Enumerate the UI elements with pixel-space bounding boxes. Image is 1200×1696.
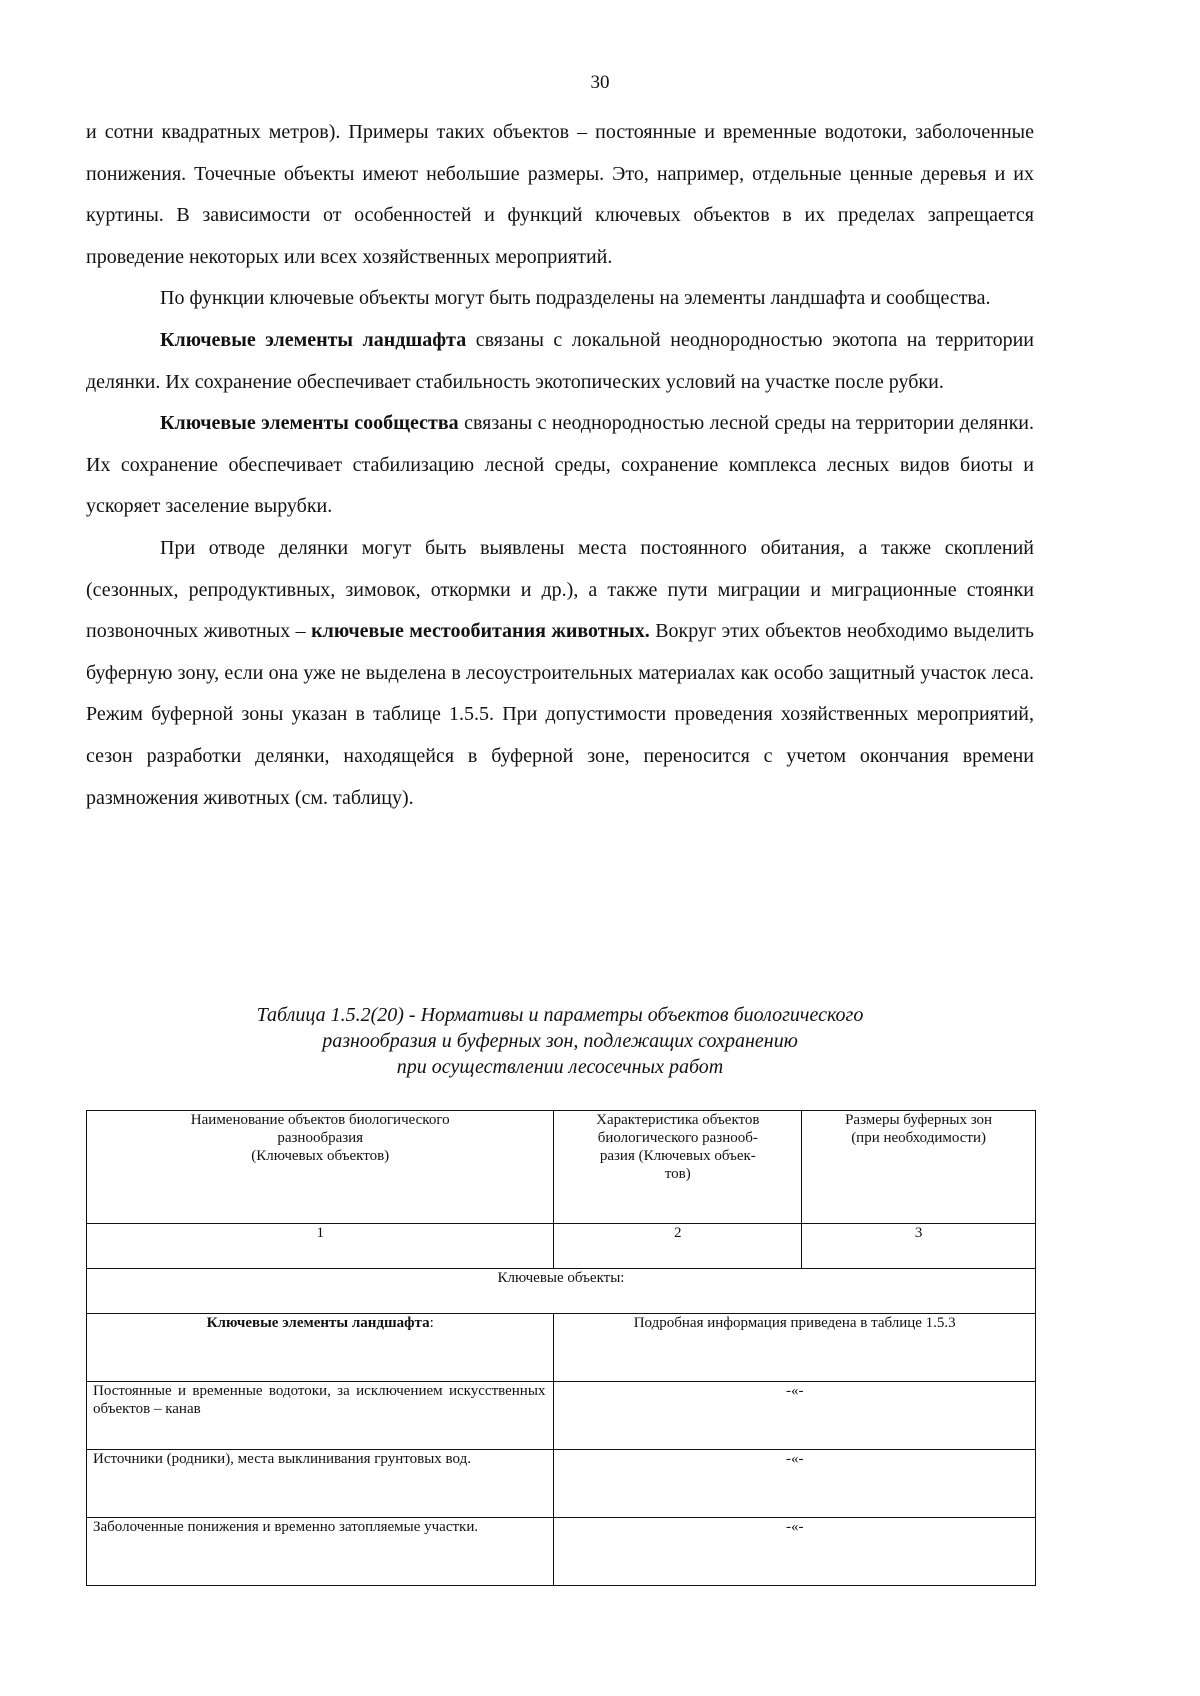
table-caption-line: разнообразия и буферных зон, подлежащих сохранению <box>322 1030 798 1052</box>
paragraph-text: связаны с неоднородностью лесной среды на территории делянки. Их сохранение обеспечивает стабилизацию лесной среды, сохранение комплекса лесных видов биоты и ускоряет заселение вырубки. <box>86 412 1035 518</box>
group-info: Подробная информация приведена в таблице 1.5.3 <box>554 1314 1036 1382</box>
paragraph <box>86 112 1034 278</box>
paragraph-text: При отводе делянки могут быть выявлены места постоянного обитания, а также скоплений (сезонных, репродуктивных, зимовок, откормки и др.), а также пути миграции и миграционные стоянки позвоночных животных – <box>86 536 1034 643</box>
body-text <box>86 112 1034 819</box>
table-row <box>87 1518 1036 1586</box>
section-row <box>87 1269 1036 1314</box>
header-cell-characteristics: Характеристика объектов биологического разнооб- разия (Ключевых объек- тов) <box>554 1111 802 1224</box>
bold-term: ключевые местообитания животных. <box>311 620 650 643</box>
table-row <box>87 1382 1036 1450</box>
table-row <box>87 1450 1036 1518</box>
bold-term: Ключевые элементы сообщества <box>160 412 459 435</box>
row-name: Источники (родники), места выклинивания грунтовых вод. <box>87 1450 554 1518</box>
bold-term: Ключевые элементы ландшафта <box>160 328 467 351</box>
norms-table <box>86 1110 1036 1586</box>
column-number: 1 <box>87 1224 554 1269</box>
row-value: -«- <box>554 1518 1036 1586</box>
column-number: 3 <box>802 1224 1036 1269</box>
group-label: Ключевые элементы ландшафта: <box>87 1314 554 1382</box>
group-row <box>87 1314 1036 1382</box>
paragraph <box>86 320 1034 403</box>
section-title: Ключевые объекты: <box>87 1269 1036 1314</box>
paragraph <box>86 528 1034 819</box>
table-caption <box>86 1002 1034 1080</box>
paragraph-text: Вокруг этих объектов необходимо выделить буферную зону, если она уже не выделена в лесоустроительных материалах как особо защитный участок леса. Режим буферной зоны указан в таблице 1.5.5. При допустимости проведения хозяйственных мероприятий, сезон разработки делянки, находящейся в буферной зоне, переносится с учетом окончания времени размножения животных (см. таблицу). <box>86 620 1034 809</box>
row-value: -«- <box>554 1450 1036 1518</box>
row-value: -«- <box>554 1382 1036 1450</box>
paragraph <box>86 278 1034 320</box>
paragraph-text: и сотни квадратных метров). Примеры таких объектов – постоянные и временные водотоки, заболоченные понижения. Точечные объекты имеют небольшие размеры. Это, например, отдельные ценные деревья и их куртины. В зависимости от особенностей и функций ключевых объектов в их пределах запрещается проведение некоторых или всех хозяйственных мероприятий. <box>86 121 1034 268</box>
table-header-row <box>87 1111 1036 1224</box>
column-number-row <box>87 1224 1036 1269</box>
page-number: 30 <box>590 72 610 93</box>
column-number: 2 <box>554 1224 802 1269</box>
paragraph-text: По функции ключевые объекты могут быть подразделены на элементы ландшафта и сообщества. <box>160 287 991 310</box>
header-cell-objects: Наименование объектов биологического разнообразия (Ключевых объектов) <box>87 1111 554 1224</box>
table-caption-line: Таблица 1.5.2(20) - Нормативы и параметры объектов биологического <box>256 1004 864 1026</box>
header-cell-buffer-sizes: Размеры буферных зон (при необходимости) <box>802 1111 1036 1224</box>
table-caption-line: при осуществлении лесосечных работ <box>396 1056 724 1078</box>
paragraph <box>86 403 1034 528</box>
paragraph-text: связаны с локальной неоднородностью экотопа на территории делянки. Их сохранение обеспечивает стабильность экотопических условий на участке после рубки. <box>86 328 1035 393</box>
row-name: Постоянные и временные водотоки, за исключением искусственных объектов – канав <box>87 1382 554 1450</box>
row-name: Заболоченные понижения и временно затопляемые участки. <box>87 1518 554 1586</box>
